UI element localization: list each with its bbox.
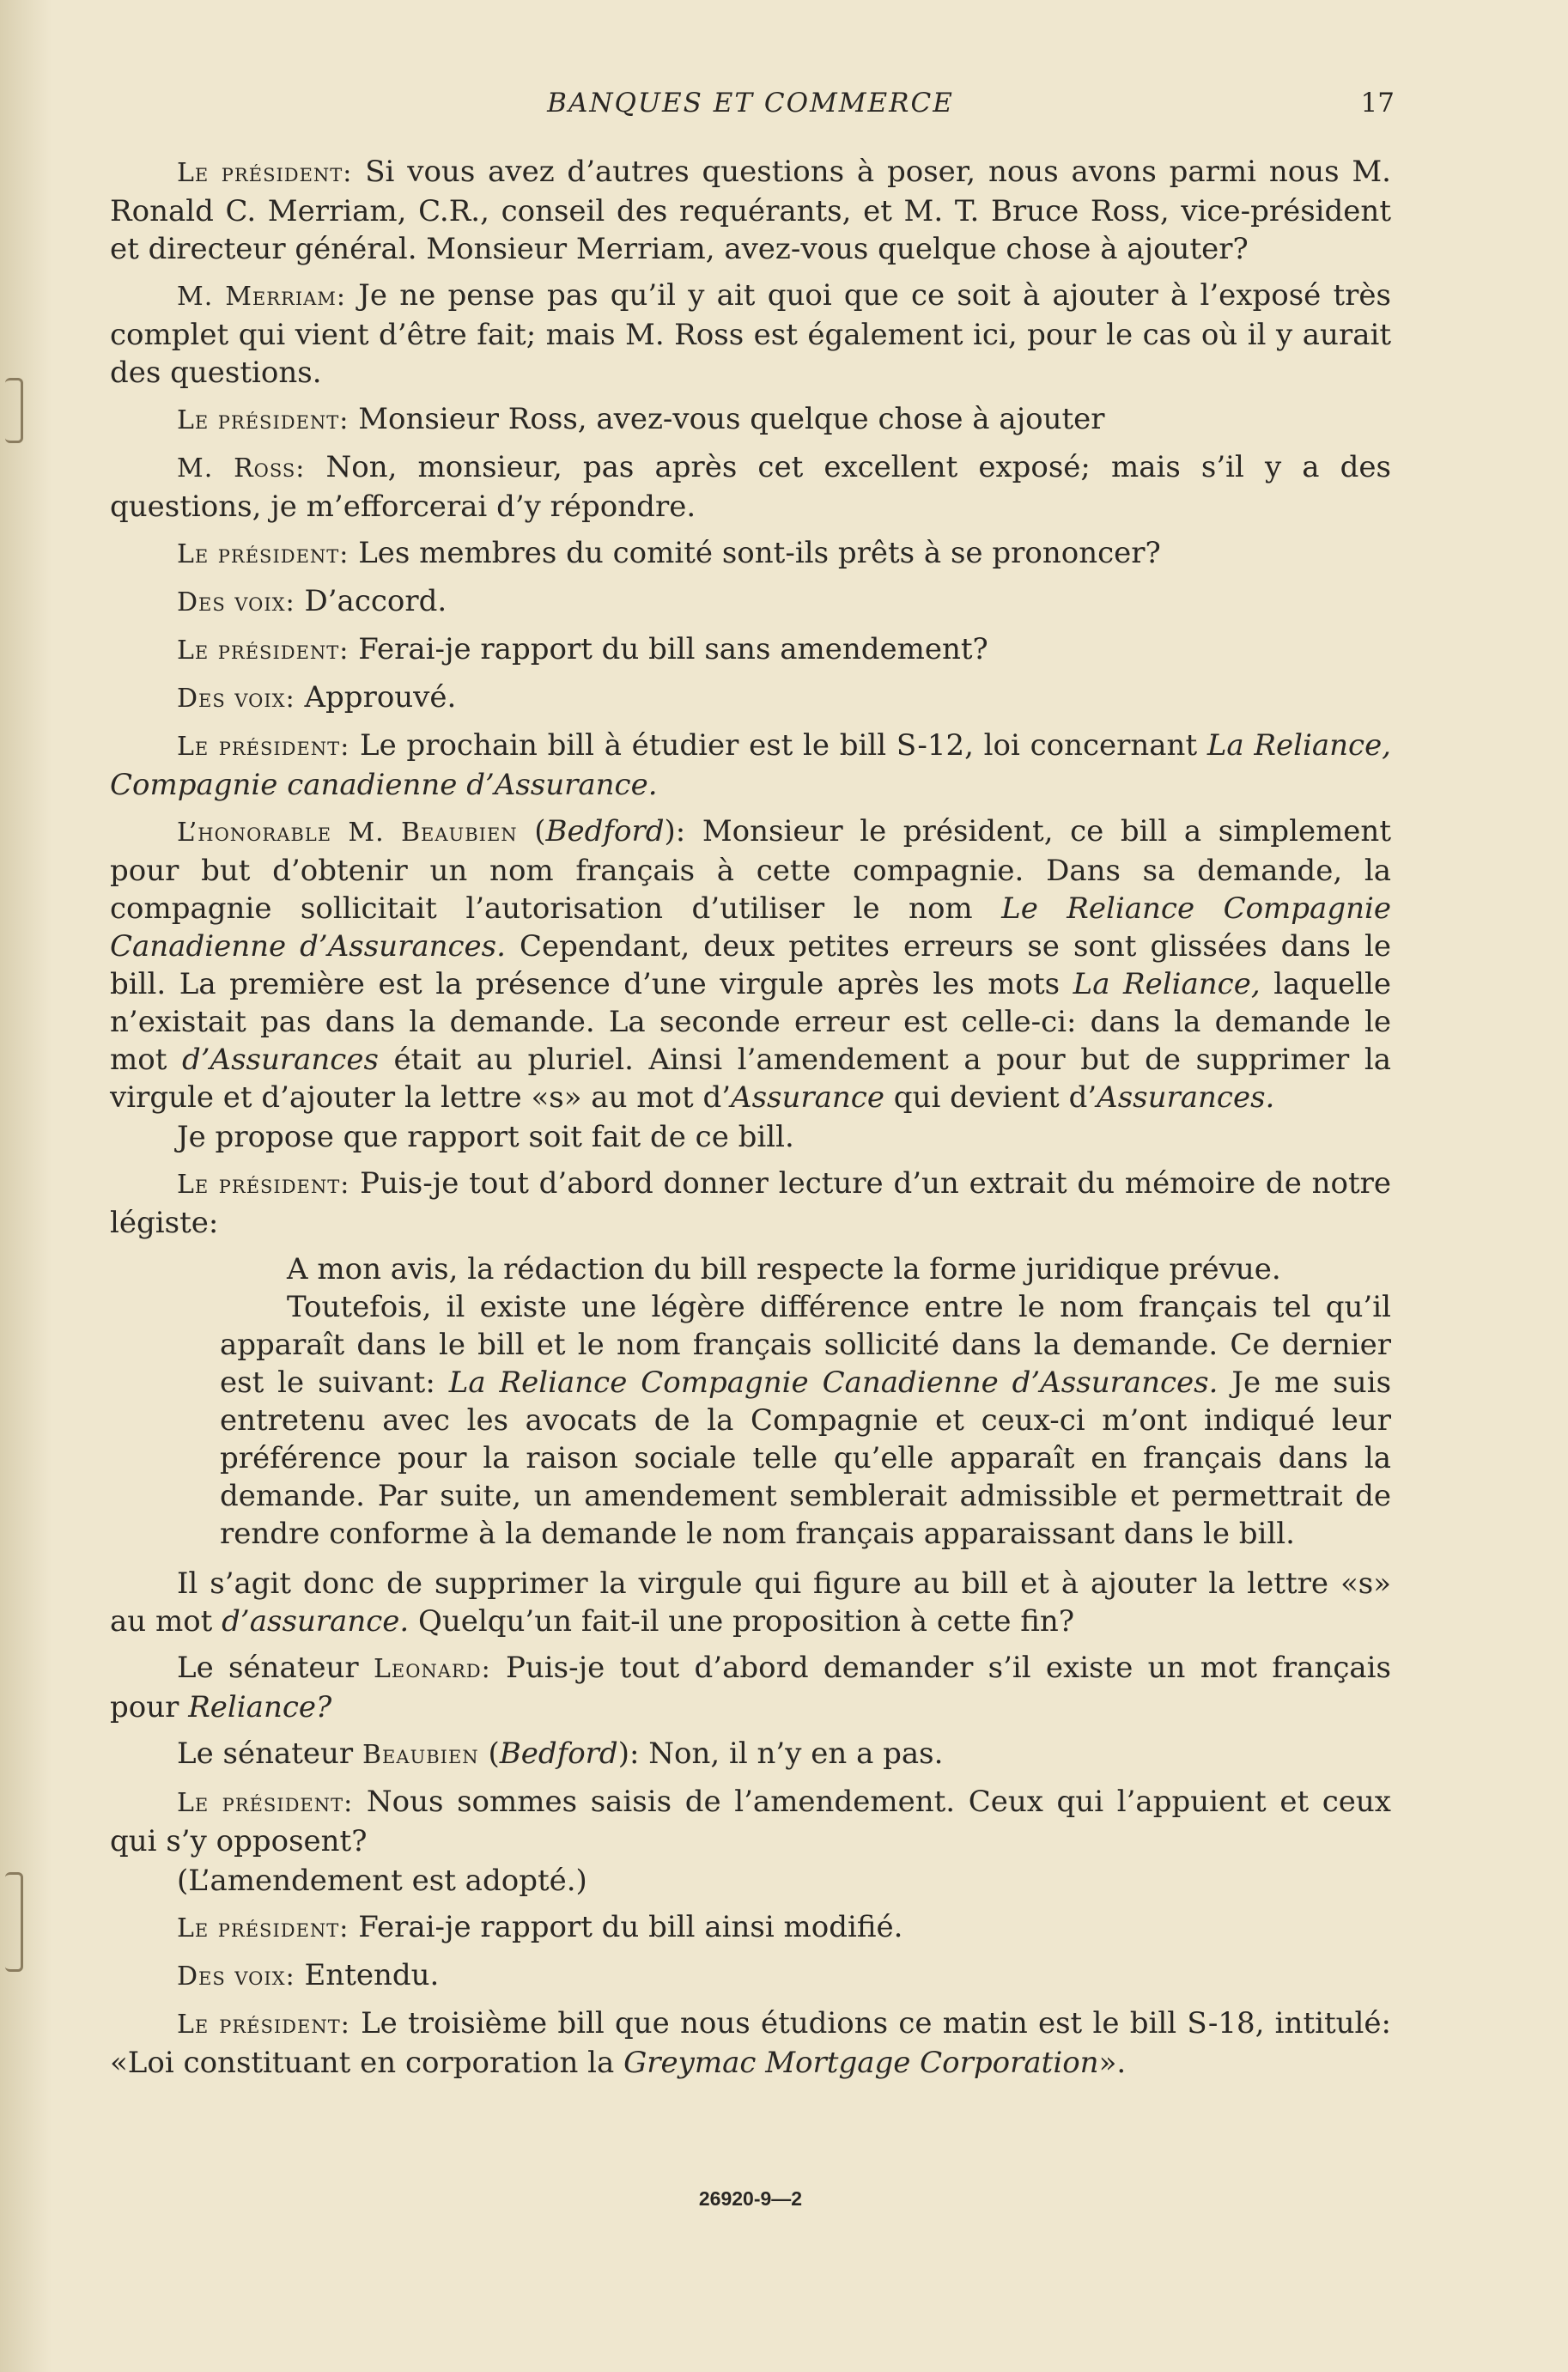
paragraph [110, 727, 1391, 804]
running-head-title: BANQUES ET COMMERCE [547, 88, 954, 119]
italic-text: La Reliance, [1073, 967, 1261, 1001]
speaker: Le président: [177, 539, 349, 569]
italic-text: Assurance [731, 1080, 884, 1115]
speaker: M. Merriam: [177, 282, 346, 312]
speaker: Le président: [177, 732, 350, 762]
speaker: Des voix: [177, 1961, 295, 1992]
speech-text: Ferai-je rapport du bill sans amendement? [349, 632, 988, 666]
signature-code: 26920-9—2 [698, 2187, 803, 2210]
paragraph [110, 1649, 1391, 1726]
speaker: Le président: [177, 405, 349, 435]
speaker: Beaubien [362, 1740, 479, 1770]
speaker: Le président: [177, 636, 349, 666]
speaker: M. Ross: [177, 453, 306, 484]
speaker: Leonard: [373, 1654, 491, 1684]
speech-text: était au pluriel. Ainsi l’amendement a pour but de supprimer la virgule et d’ajouter la lettre «s» au mot d’ [110, 1043, 1391, 1115]
italic-text: Reliance? [188, 1690, 332, 1724]
speech-text: Non, monsieur, pas après cet excellent exposé; mais s’il y a des questions, je m’efforcerai d’y répondre. [110, 450, 1392, 524]
paragraph [110, 534, 1391, 574]
speaker: Le président: [177, 1788, 354, 1818]
speech-text: Quelqu’un fait-il une proposition à cette fin? [409, 1604, 1075, 1639]
paragraph [110, 1783, 1391, 1860]
speech-text: Approuvé. [295, 680, 457, 715]
riding: Bedford [545, 814, 665, 848]
speech-text: : Non, il n’y en a pas. [629, 1736, 944, 1771]
speech-text: Ferai-je rapport du bill ainsi modifié. [349, 1910, 903, 1944]
paragraph [110, 277, 1391, 392]
paragraph: Le sénateur Beaubien (Bedford): Non, il n’y en a pas. [177, 1736, 944, 1771]
speaker-prefix: Le sénateur [177, 1651, 374, 1685]
riding: Bedford [499, 1736, 618, 1771]
running-head [110, 82, 1395, 125]
speech-text: : Monsieur le président, ce bill a simplement pour but d’obtenir un nom français à cette compagnie. Dans sa demande, la compagnie sollicitait l’autorisation d’utiliser le nom [110, 814, 1391, 926]
binding-mark [5, 1872, 23, 1972]
speech-text: Monsieur Ross, avez-vous quelque chose à ajouter [349, 402, 1105, 436]
paragraph [110, 448, 1391, 526]
paragraph [110, 1908, 1391, 1948]
speech-text: D’accord. [295, 584, 447, 618]
paragraph: (L’amendement est adopté.) [177, 1864, 587, 1898]
speech-text: Le troisième bill que nous étudions ce matin est le bill S-18, intitulé: «Loi constituant en corporation la [110, 2006, 1391, 2080]
quoted-memo [220, 1250, 1391, 1553]
speech-text: Puis-je tout d’abord demander s’il existe un mot français pour [110, 1651, 1391, 1724]
paragraph [110, 153, 1391, 268]
speech-text: Le prochain bill à étudier est le bill S-12, loi concernant [349, 728, 1207, 763]
speech-text: Cependant, deux petites erreurs se sont glissées dans le bill. La première est la présence d’une virgule après les mots [110, 929, 1391, 1001]
speaker: Des voix: [177, 684, 295, 714]
speaker: Des voix: [177, 587, 295, 617]
italic-text: Assurances. [1097, 1080, 1275, 1115]
body-text [110, 153, 1391, 2090]
speech-text: Il s’agit donc de supprimer la virgule qui figure au bill et à ajouter la lettre «s» au mot [110, 1566, 1391, 1639]
speech-text: ». [1098, 2046, 1127, 2080]
paragraph [110, 582, 1391, 622]
speech-text: Les membres du comité sont-ils prêts à se prononcer? [349, 536, 1161, 570]
paragraph: L’honorable M. Beaubien (Bedford): Monsieur le président, ce bill a simplement pour but d’obtenir un nom français à cette compagnie. Dans sa demande, la compagnie sollicitait l’autorisation d’utiliser le nom Le Reliance Compagnie Canadienne d’Assurances. Cependant, deux petites erreurs se sont glissées dans le bill. La première est la présence d’une virgule après les mots La Reliance, laquelle n’existait pas dans la demande. La seconde erreur est celle-ci: dans la demande le mot d’Assurances était au pluriel. Ainsi l’amendement a pour but de supprimer la virgule et d’ajouter la lettre «s» au mot d’Assurance qui devient d’Assurances. [110, 814, 1391, 1115]
quote-paragraph: A mon avis, la rédaction du bill respecte la forme juridique prévue. [287, 1252, 1281, 1286]
bill-title: La Reliance, Compagnie canadienne d’Assurance. [110, 728, 1391, 802]
paragraph [110, 400, 1391, 440]
italic-text: d’Assurances [181, 1043, 379, 1077]
quote-paragraph [220, 1288, 1391, 1553]
paragraph [110, 1956, 1391, 1996]
speech-text: Entendu. [295, 1958, 440, 1992]
speech-text: Je ne pense pas qu’il y ait quoi que ce soit à ajouter à l’exposé très complet qui vient d’être fait; mais M. Ross est également ici, pour le cas où il y aurait des questions. [110, 278, 1391, 390]
page-number: 17 [1360, 88, 1395, 119]
speech-text: qui devient d’ [884, 1080, 1097, 1115]
speaker: Le président: [177, 2010, 350, 2040]
page-edge-shadow [0, 0, 52, 2372]
speech-text: Nous sommes saisis de l’amendement. Ceux qui l’appuient et ceux qui s’y opposent? [110, 1785, 1391, 1858]
italic-text: d’assurance. [222, 1604, 410, 1639]
paragraph [110, 678, 1391, 718]
paragraph [110, 2004, 1391, 2082]
italic-text: La Reliance Compagnie Canadienne d’Assurances. [448, 1365, 1219, 1400]
speaker: Le président: [177, 1913, 349, 1943]
speech-text: Puis-je tout d’abord donner lecture d’un extrait du mémoire de notre légiste: [110, 1166, 1391, 1240]
paragraph: Je propose que rapport soit fait de ce bill. [177, 1120, 794, 1154]
quote-text: Je me suis entretenu avec les avocats de la Compagnie et ceux-ci m’ont indiqué leur préférence pour la raison sociale telle qu’elle apparaît en français dans la demande. Par suite, un amendement semblerait admissible et permettrait de rendre conforme à la demande le nom français apparaissant dans le bill. [220, 1365, 1392, 1551]
speech-text: Si vous avez d’autres questions à poser, nous avons parmi nous M. Ronald C. Merriam, C.R., conseil des requérants, et M. T. Bruce Ross, vice-président et directeur général. Monsieur Merriam, avez-vous quelque chose à ajouter? [110, 155, 1391, 266]
paragraph [110, 1565, 1391, 1640]
paragraph [110, 630, 1391, 670]
italic-text: Greymac Mortgage Corporation [623, 2046, 1099, 2080]
speaker: L’honorable M. Beaubien [177, 818, 518, 848]
binding-mark [5, 378, 23, 443]
paragraph [110, 1165, 1391, 1242]
italic-text: Le Reliance Compagnie Canadienne d’Assurances. [110, 891, 1391, 964]
speech-text: laquelle n’existait pas dans la demande. La seconde erreur est celle-ci: dans la demande le mot [110, 967, 1391, 1077]
document-page [110, 0, 1395, 2372]
speaker-prefix: Le sénateur [177, 1736, 362, 1771]
quote-text: Toutefois, il existe une légère différence entre le nom français tel qu’il apparaît dans le bill et le nom français sollicité dans la demande. Ce dernier est le suivant: [220, 1290, 1391, 1400]
speaker: Le président: [177, 158, 353, 188]
speaker: Le président: [177, 1170, 350, 1200]
